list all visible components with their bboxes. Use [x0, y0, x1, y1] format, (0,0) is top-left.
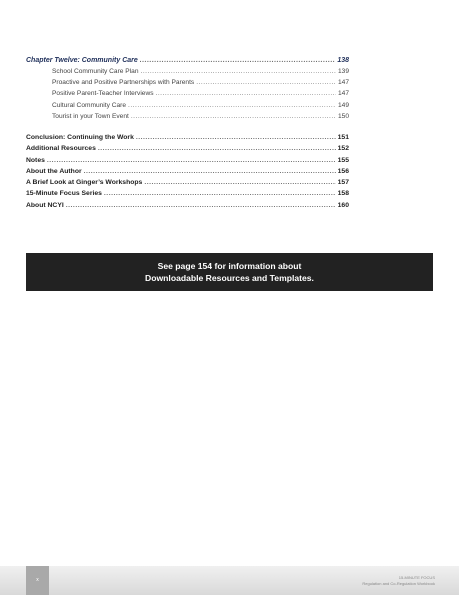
dot-leader: [156, 88, 336, 99]
toc-entry-title: About the Author: [26, 167, 82, 175]
toc-subentry[interactable]: [26, 77, 349, 88]
toc-subentry-title: Tourist in your Town Event: [52, 112, 129, 120]
toc-subentry-page: 147: [337, 79, 349, 87]
banner-line-2: Downloadable Resources and Templates.: [145, 273, 314, 283]
toc-entry-title: Conclusion: Continuing the Work: [26, 133, 134, 141]
toc-subentry-page: 147: [337, 90, 349, 98]
toc-entry[interactable]: [26, 166, 349, 177]
toc-entry-page: 138: [337, 57, 349, 64]
banner-line-1: See page 154 for information about: [157, 260, 302, 271]
toc-entry-chapter-twelve[interactable]: [26, 55, 349, 66]
toc-entry-title: A Brief Look at Ginger’s Workshops: [26, 179, 143, 187]
toc-subentry-page: 150: [337, 112, 349, 120]
toc-subentry-title: Positive Parent-Teacher Interviews: [52, 90, 154, 98]
toc-entry[interactable]: [26, 132, 349, 143]
toc-entry-title: Chapter Twelve: Community Care: [26, 57, 138, 64]
toc-entry[interactable]: [26, 200, 349, 211]
dot-leader: [131, 111, 336, 122]
dot-leader: [104, 188, 336, 199]
footer-book-info: [362, 575, 435, 586]
toc-subentry[interactable]: [26, 66, 349, 77]
toc-entry-title: Notes: [26, 156, 45, 164]
toc-entry-page: 157: [337, 179, 349, 187]
toc-subentry-title: Proactive and Positive Partnerships with Parents: [52, 79, 195, 87]
dot-leader: [141, 66, 336, 77]
dot-leader: [84, 166, 336, 177]
page-number: x: [36, 577, 39, 583]
toc-entry-page: 151: [337, 133, 349, 141]
toc-entry-page: 158: [337, 190, 349, 198]
toc-entry-title: About NCYI: [26, 201, 64, 209]
resources-banner: [26, 253, 433, 291]
dot-leader: [47, 155, 336, 166]
toc-subentry-title: Cultural Community Care: [52, 101, 127, 109]
toc-entry[interactable]: [26, 155, 349, 166]
table-of-contents: [26, 55, 349, 211]
toc-entry-page: 155: [337, 156, 349, 164]
dot-leader: [196, 77, 336, 88]
toc-subentry[interactable]: [26, 88, 349, 99]
footer-series: 15-MINUTE FOCUS: [398, 575, 435, 580]
dot-leader: [128, 100, 336, 111]
toc-entry[interactable]: [26, 188, 349, 199]
toc-subentry-page: 139: [337, 68, 349, 75]
page-footer: [0, 566, 459, 595]
toc-entry-title: Additional Resources: [26, 145, 96, 153]
dot-leader: [136, 132, 336, 143]
dot-leader: [140, 55, 336, 66]
toc-entry-page: 156: [337, 167, 349, 175]
toc-entry[interactable]: [26, 143, 349, 154]
spacer: [26, 122, 349, 132]
footer-book-title: Regulation and Co-Regulation Workbook: [362, 580, 435, 586]
toc-entry-page: 152: [337, 145, 349, 153]
page-number-tab: [26, 566, 49, 595]
toc-subentry-title: School Community Care Plan: [52, 68, 139, 75]
dot-leader: [144, 177, 335, 188]
toc-entry-page: 160: [337, 201, 349, 209]
toc-subentry[interactable]: [26, 100, 349, 111]
toc-subentry-page: 149: [337, 101, 349, 109]
toc-subentry[interactable]: [26, 111, 349, 122]
toc-entry-title: 15-Minute Focus Series: [26, 190, 102, 198]
dot-leader: [66, 200, 336, 211]
toc-entry[interactable]: [26, 177, 349, 188]
dot-leader: [98, 143, 336, 154]
